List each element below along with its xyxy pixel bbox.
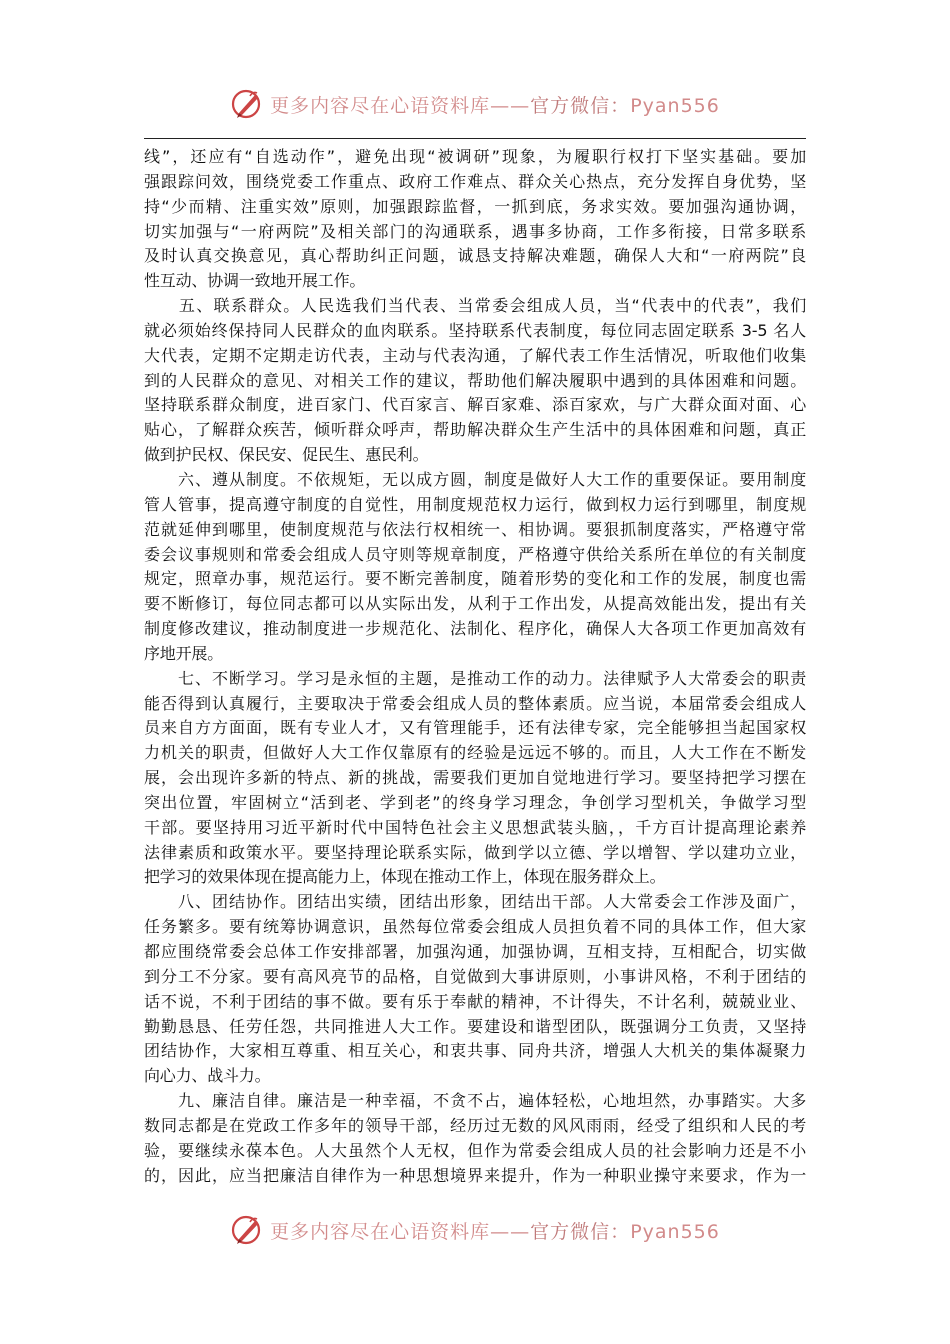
text-line: 八、团结协作。团结出实绩，团结出形象，团结出干部。人大常委会工作涉及面广， — [144, 892, 806, 912]
banner-title: 更多内容尽在心语资料库 — [270, 94, 491, 117]
pen-logo-icon — [230, 87, 264, 121]
text-line: 线”，还应有“自选动作”，避免出现“被调研”现象，为履职行权打下坚实基础。要加 — [144, 147, 806, 166]
text-line: 坚持联系群众制度，进百家门、代百家言、解百家难、添百家欢，与广大群众面对面、心 — [144, 395, 806, 415]
text-line: 团结协作，大家相互尊重、相互关心，和衷共事、同舟共济，增强人大机关的集体凝聚力 — [144, 1041, 806, 1061]
document-body — [144, 145, 806, 1188]
text-line: 的，因此，应当把廉洁自律作为一种思想境界来提升，作为一种职业操守来要求，作为一 — [144, 1165, 806, 1185]
text-line: 六、遵从制度。不依规矩，无以成方圆，制度是做好人大工作的重要保证。要用制度 — [144, 469, 806, 489]
header-divider — [144, 138, 806, 139]
text-line: 性互动、协调一致地开展工作。 — [144, 271, 366, 291]
text-line: 规定，照章办事，规范运行。要不断完善制度，随着形势的变化和工作的发展，制度也需 — [144, 569, 806, 589]
text-line: 做到护民权、保民安、促民生、惠民利。 — [144, 445, 429, 465]
banner-text — [270, 91, 720, 118]
header-banner — [0, 84, 950, 124]
text-line: 数同志都是在党政工作多年的领导干部，经历过无数的风风雨雨，经受了组织和人民的考 — [144, 1115, 806, 1135]
text-line: 七、不断学习。学习是永恒的主题，是推动工作的动力。法律赋予人大常委会的职责 — [144, 668, 806, 688]
banner-wechat-label: 官方微信： — [530, 1220, 631, 1243]
text-line: 五、联系群众。人民选我们当代表、当常委会组成人员，当“代表中的代表”，我们 — [144, 296, 806, 316]
footer-banner — [0, 1210, 950, 1250]
text-line: 法律素质和政策水平。要坚持理论联系实际，做到学以立德、学以增智、学以建功立业， — [144, 842, 806, 862]
pen-logo-icon — [230, 1213, 264, 1247]
banner-dash: —— — [490, 94, 531, 117]
text-line: 贴心，了解群众疾苦，倾听群众呼声，帮助解决群众生产生活中的具体困难和问题，真正 — [144, 420, 806, 440]
text-line: 切实加强与“一府两院”及相关部门的沟通联系，遇事多协商，工作多衔接，日常多联系 — [144, 221, 806, 241]
text-line: 任务繁多。要有统筹协调意识，虽然每位常委会组成人员担负着不同的具体工作，但大家 — [144, 917, 806, 937]
text-line: 勤勤恳恳、任劳任怨，共同推进人大工作。要建设和谐型团队，既强调分工负责，又坚持 — [144, 1016, 806, 1036]
text-line: 到的人民群众的意见、对相关工作的建议，帮助他们解决履职中遇到的具体困难和问题。 — [144, 370, 806, 390]
text-line: 要不断修订，每位同志都可以从实际出发，从利于工作出发，从提高效能出发，提出有关 — [144, 594, 806, 614]
text-line: 委会议事规则和常委会组成人员守则等规章制度，严格遵守供给关系所在单位的有关制度 — [144, 544, 806, 564]
text-line: 管人管事，提高遵守制度的自觉性，用制度规范权力运行，做到权力运行到哪里，制度规 — [144, 494, 806, 514]
text-line: 都应围绕常委会总体工作安排部署，加强沟通，加强协调，互相支持，互相配合，切实做 — [144, 942, 806, 961]
text-line: 序地开展。 — [144, 643, 224, 663]
text-line: 范就延伸到哪里，使制度规范与依法行权相统一、相协调。要狠抓制度落实，严格遵守常 — [144, 519, 806, 539]
text-line: 大代表，定期不定期走访代表，主动与代表沟通，了解代表工作生活情况，听取他们收集 — [144, 345, 806, 365]
text-line: 九、廉洁自律。廉洁是一种幸福，不贪不占，遍体轻松，心地坦然，办事踏实。大多 — [144, 1091, 806, 1111]
text-line: 话不说，不利于团结的事不做。要有乐于奉献的精神，不计得失，不计名利，兢兢业业、 — [144, 991, 806, 1011]
text-line: 突出位置，牢固树立“活到老、学到老”的终身学习理念，争创学习型机关，争做学习型 — [144, 792, 806, 812]
text-line: 验，要继续永葆本色。人大虽然个人无权，但作为常委会组成人员的社会影响力还是不小 — [144, 1140, 806, 1160]
text-line: 及时认真交换意见，真心帮助纠正问题，诚恳支持解决难题，确保人大和“一府两院”良 — [144, 246, 806, 266]
banner-wechat-label: 官方微信： — [530, 94, 631, 117]
text-line: 员来自方方面面，既有专业人才，又有管理能手，还有法律专家，完全能够担当起国家权 — [144, 718, 806, 738]
text-line: 能否得到认真履行，主要取决于常委会组成人员的整体素质。应当说，本届常委会组成人 — [144, 693, 806, 713]
banner-text — [270, 1217, 720, 1244]
text-line: 力机关的职责，但做好人大工作仅靠原有的经验是远远不够的。而且，人大工作在不断发 — [144, 743, 806, 763]
text-line: 展，会出现许多新的特点、新的挑战，需要我们更加自觉地进行学习。要坚持把学习摆在 — [144, 768, 806, 788]
banner-dash: —— — [490, 1220, 531, 1243]
banner-wechat-id: Pyan556 — [630, 1220, 720, 1243]
text-line: 向心力、战斗力。 — [144, 1066, 271, 1086]
text-line: 就必须始终保持同人民群众的血肉联系。坚持联系代表制度，每位同志固定联系 3-5 名人 — [144, 320, 806, 340]
text-line: 持“少而精、注重实效”原则，加强跟踪监督，一抓到底，务求实效。要加强沟通协调， — [144, 196, 806, 216]
text-line: 干部。要坚持用习近平新时代中国特色社会主义思想武装头脑，，千方百计提高理论素养 — [144, 817, 806, 837]
text-line: 制度修改建议，推动制度进一步规范化、法制化、程序化，确保人大各项工作更加高效有 — [144, 619, 806, 639]
text-line: 强跟踪问效，围绕党委工作重点、政府工作难点、群众关心热点，充分发挥自身优势，坚 — [144, 171, 806, 191]
text-line: 把学习的效果体现在提高能力上，体现在推动工作上，体现在服务群众上。 — [144, 867, 666, 887]
banner-title: 更多内容尽在心语资料库 — [270, 1220, 491, 1243]
banner-wechat-id: Pyan556 — [630, 94, 720, 117]
text-line: 到分工不分家。要有高风亮节的品格，自觉做到大事讲原则，小事讲风格，不利于团结的 — [144, 966, 806, 986]
